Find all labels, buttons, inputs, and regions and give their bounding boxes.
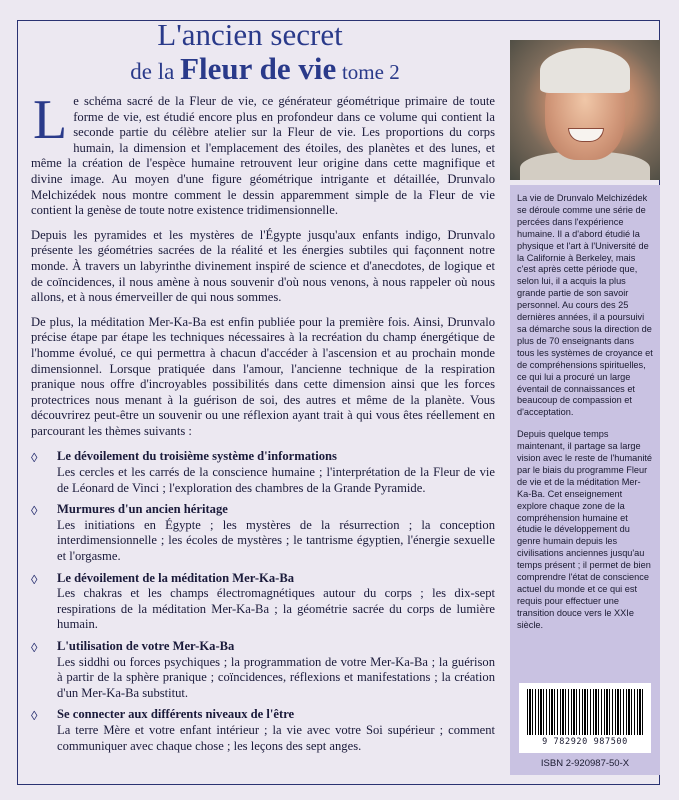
theme-text: Les chakras et les champs électromagnétiques autour du corps ; les dix-sept respirations de la méditation Mer-Ka-Ba ; la géométrie sacrée du corps de lumière humain. <box>57 586 495 632</box>
theme-item <box>31 449 495 496</box>
diamond-bullet-icon: ◊ <box>31 571 38 587</box>
diamond-bullet-icon: ◊ <box>31 708 38 724</box>
theme-text: Les cercles et les carrés de la conscience humaine ; l'interprétation de la Fleur de vie de Léonard de Vinci ; l'exploration des chambres de la Grande Pyramide. <box>57 465 495 495</box>
diamond-bullet-icon: ◊ <box>31 503 38 519</box>
theme-item <box>31 502 495 564</box>
main-text <box>31 89 495 760</box>
author-photo <box>510 40 660 180</box>
isbn-label: ISBN 2-920987-50-X <box>540 758 630 769</box>
paragraph-origins: Depuis les pyramides et les mystères de l'Égypte jusqu'aux enfants indigo, Drunvalo présente les géométries sacrées de la réalité et les énergies subtiles qui façonnent notre monde. À travers un labyrinthe divinement inspiré de science et d'anecdotes, de logique et de coïncidences, il nous amène à nous souvenir d'où nous venons, à nous rappeler où nous allons, et à nous émerveiller de qui nous sommes. <box>31 227 495 305</box>
author-vision: Depuis quelque temps maintenant, il partage sa large vision avec le reste de l'humanité par le biais du programme Fleur de vie et de la méditation Mer-Ka-Ba. Cet enseignement explore chaque zone de la compréhension humaine et étudie le développement du genre humain depuis les civilisations anciennes jusqu'au temps présent ; il permet de bien comprendre l'état de conscience actuel du monde et ce qui est requis pour effectuer une transition douce vers le XXIe siècle. <box>517 429 653 630</box>
title-tome: tome 2 <box>341 60 400 84</box>
diamond-bullet-icon: ◊ <box>31 450 38 466</box>
photo-hair <box>540 48 630 93</box>
title-line-1: L'ancien secret <box>157 17 343 52</box>
title-emphasis: Fleur de vie <box>180 51 337 86</box>
theme-item <box>31 707 495 754</box>
theme-text: Les siddhi ou forces psychiques ; la programmation de votre Mer-Ka-Ba ; la guérison à partir de la sphère pranique ; coïncidences, réflexions et manifestations ; la création d'un Mer-Ka-Ba substitut. <box>57 654 495 700</box>
theme-title: Le dévoilement du troisième système d'informations <box>57 449 337 464</box>
barcode-digits: 9 782920 987500 <box>542 737 628 747</box>
theme-title: Le dévoilement de la méditation Mer-Ka-Ba <box>57 570 295 585</box>
book-title <box>0 18 500 89</box>
title-prefix: de la <box>130 59 175 84</box>
title-line-2 <box>30 52 500 89</box>
theme-text: La terre Mère et votre enfant intérieur ; la vie avec votre Soi supérieur ; comment communiquer avec chaque chose ; les leçons des sept anges. <box>57 722 495 753</box>
theme-title: L'utilisation de votre Mer-Ka-Ba <box>57 639 235 653</box>
author-sidebar <box>510 185 660 775</box>
drop-cap: L <box>33 89 68 151</box>
paragraph-merkaba: De plus, la méditation Mer-Ka-Ba est enfin publiée pour la première fois. Ainsi, Drunvalo précise étape par étape les techniques nécessaires à la recréation du champ énergétique de l'homme évolué, ce qui permettra à chacun d'accéder à l'ascension et au prochain monde dimensionnel. Lorsque pratiquée dans l'amour, l'ancienne technique de la respiration pranique nous offre d'incroyables possibilités dans cette dimension ainsi que les forces protectrices nous menant à la guérison de soi, des autres et même de la planète. Vous découvrirez peut-être un souvenir ou une réflexion ayant trait à qui vous êtes réellement en parcourant les thèmes suivants : <box>31 314 495 438</box>
barcode <box>519 683 651 753</box>
themes-list <box>31 449 495 754</box>
theme-title: Se connecter aux différents niveaux de l'être <box>57 707 295 722</box>
theme-item <box>31 639 495 701</box>
theme-item <box>31 571 495 633</box>
intro-text: e schéma sacré de la Fleur de vie, ce générateur géométrique primaire de toute forme de vie, est étudié encore plus en profondeur dans ce volume qui contient la seconde partie du célèbre atelier sur la Fleur de vie. Les proportions du corps humain, la dimension et l'emplacement des étoiles, des planètes et des lunes, et même la création de l'espèce humaine retrouvent leur origine dans cette magnifique et divine image. Au moyen d'une figure géométrique intrigante et détaillée, Drunvalo Melchizédek nous montre comment le dessin apparemment simple de la Fleur de vie contient la genèse de toute notre existence tridimensionnelle. <box>31 94 495 218</box>
barcode-bars <box>527 689 643 735</box>
theme-text: Les initiations en Égypte ; les mystères de la résurrection ; la conception interdimensionnelle ; les écoles de mystères ; le tantrisme égyptien, l'énergie sexuelle et l'orgasme. <box>57 517 495 564</box>
intro-paragraph <box>31 89 495 219</box>
author-bio: La vie de Drunvalo Melchizédek se déroule comme une série de percées dans l'expérience humaine. Il a d'abord étudié la physique et l'art à l'Université de la Californie à Berkeley, mais c'est après cette période que, selon lui, il a acquis la plus grande partie de son savoir personnel. Au cours des 25 dernières années, il a poursuivi sa démarche sous la direction de plus de 70 enseignants dans tous les systèmes de croyance et de compréhensions spirituelles, ce qui lui a procuré un large éventail de connaissances et beaucoup de compassion et d'acceptation. <box>517 193 653 418</box>
theme-title: Murmures d'un ancien héritage <box>57 502 228 517</box>
diamond-bullet-icon: ◊ <box>31 640 38 655</box>
